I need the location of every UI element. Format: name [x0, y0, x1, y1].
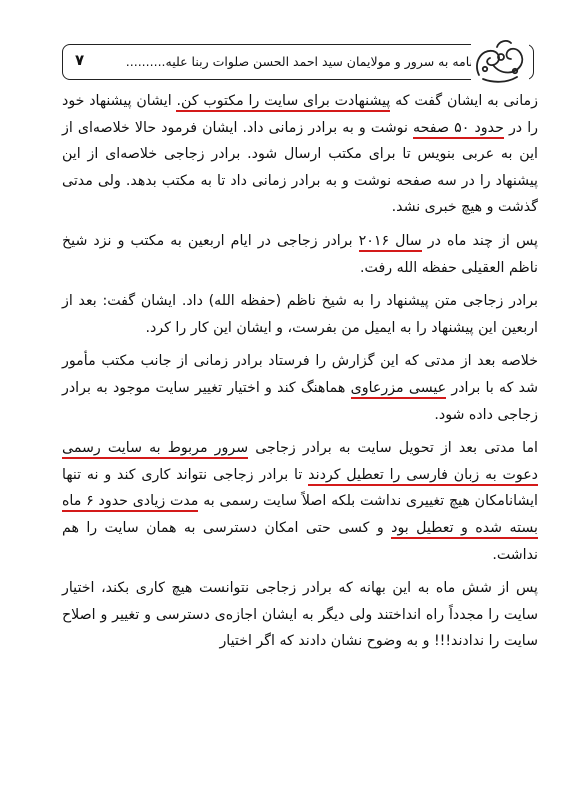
floral-ornament-icon: [471, 35, 529, 87]
paragraph: [62, 228, 538, 281]
underlined-text: سرور مربوط به سایت رسمی دعوت به زبان فارسی را تعطیل کردند: [62, 440, 538, 486]
underlined-text: پیشنهادت برای سایت را مکتوب کن.: [176, 93, 390, 112]
body-text: برادر زجاجی در ایام اربعین به مکتب و نزد شیخ ناظم العقیلی حفظه الله رفت.: [62, 232, 538, 276]
paragraph: [62, 435, 538, 568]
body-text: اما مدتی بعد از تحویل سایت به برادر زجاجی: [248, 440, 538, 457]
paragraph: [62, 88, 538, 221]
running-title: نامه به سرور و مولایمان سید احمد الحسن صلوات ربنا علیه..........: [125, 54, 473, 69]
body-text: نوشت و به برادر زمانی داد. ایشان فرمود حالا خلاصه‌ای از این به عربی بنویس تا برای مکتب ارسال شود. برادر زجاجی خلاصه‌ای از این پیشنهاد را در سه صفحه نوشت و به برادر زمانی داد تا به مکتب بدهد. ولی مدتی گذشت و هیچ خبری نشد.: [62, 119, 538, 216]
body-text: ایشان پیشنهاد خود را در: [62, 93, 538, 136]
paragraph: [62, 288, 538, 341]
underlined-text: مدت زیادی حدود ۶ ماه بسته شده و تعطیل بود: [62, 493, 538, 539]
paragraph: [62, 348, 538, 428]
underlined-text: عیسی مزرعاوی: [351, 380, 447, 399]
body-text: تا برادر زجاجی نتواند کاری کند و نه تنها ایشانامکان هیچ تغییری نداشت بلکه اصلاً سایت رسمی به: [62, 466, 538, 510]
running-header: [62, 44, 534, 80]
body-text: پس از چند ماه در: [421, 232, 538, 249]
body-text: زمانی به ایشان گفت که: [390, 93, 538, 109]
body-text: و کسی حتی امکان دسترسی به همان سایت را هم نداشت.: [62, 519, 538, 563]
page-number: ۷: [75, 51, 85, 69]
underlined-text: سال ۲۰۱۶: [359, 233, 422, 252]
body-text: برادر زجاجی متن پیشنهاد را به شیخ ناظم (حفظه الله) داد. ایشان گفت: بعد از اربعین این پیشنهاد را به ایمیل من بفرست، و ایشان این کار را کرد.: [62, 293, 538, 336]
body-text: پس از شش ماه به این بهانه که برادر زجاجی نتوانست هیچ کاری بکند، اختیار سایت را مجدداً راه انداختند ولی دیگر به ایشان اجازه‌ی دسترسی و تغییر و اصلاح سایت را ندادند!!! و به وضوح نشان دادند که اگر اختیار: [62, 580, 538, 650]
underlined-text: حدود ۵۰ صفحه: [413, 120, 504, 139]
body-text: خلاصه بعد از مدتی که این گزارش را فرستاد برادر زمانی از جانب مکتب مأمور شد که با برادر: [62, 353, 538, 396]
paragraph: [62, 575, 538, 655]
body-text: هماهنگ کند و اختیار تغییر سایت موجود به برادر زجاجی داده شود.: [62, 379, 538, 423]
document-body: [62, 88, 538, 662]
